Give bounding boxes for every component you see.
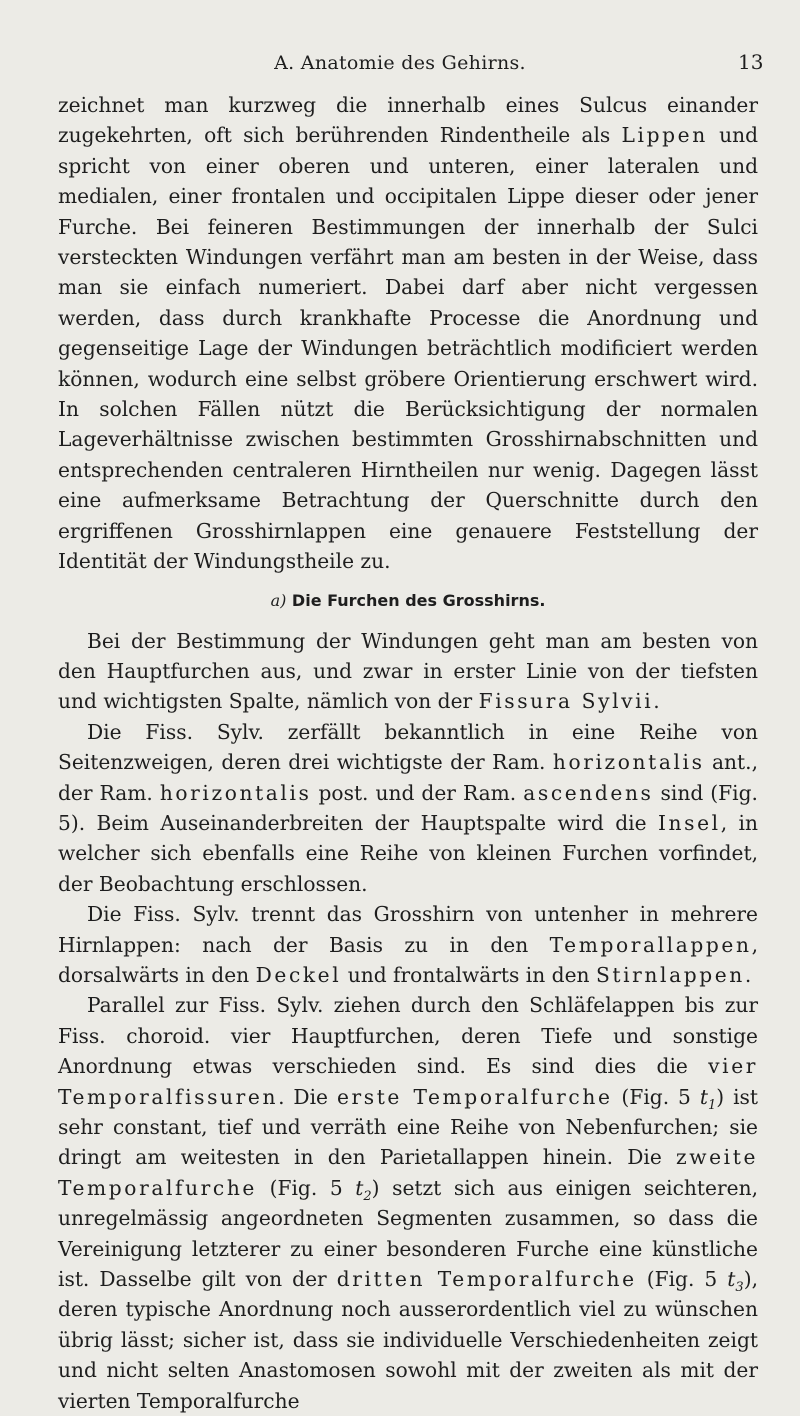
figure-ref-t1: $t_1$ bbox=[699, 1084, 717, 1113]
emphasis-term: Stirnlappen bbox=[595, 962, 745, 987]
page-number: 13 bbox=[738, 50, 764, 74]
body-text bbox=[58, 90, 758, 1416]
emphasis-term: Insel bbox=[657, 810, 721, 835]
emphasis-term: dritten Temporalfurche bbox=[336, 1267, 637, 1292]
section-title: Die Furchen des Grosshirns. bbox=[291, 590, 546, 610]
emphasis-term: erste Temporalfurche bbox=[336, 1084, 613, 1109]
figure-ref-t3: $t_3$ bbox=[727, 1267, 744, 1296]
figure-ref-t2: $t_2$ bbox=[355, 1175, 372, 1204]
paragraph-1: zeichnet man kurzweg die innerhalb eines Sulcus einander zugekehrten, oft sich berührenden Rindentheile als Lippen und spricht von einer oberen und unteren, einer lateralen und medialen, einer frontalen und occipitalen Lippe dieser oder jener Furche. Bei feineren Bestimmungen der innerhalb der Sulci versteckten Windungen verfährt man am besten in der Weise, dass man sie einfach numeriert. Dabei darf aber nicht vergessen werden, dass durch krankhafte Processe die Anordnung und gegenseitige Lage der Windungen beträchtlich modificiert werden können, wodurch eine selbst gröbere Orientierung erschwert wird. In solchen Fällen nützt die Berücksichtigung der normalen Lageverhältnisse zwischen bestimmten Grosshirnabschnitten und entsprechenden centraleren Hirntheilen nur wenig. Dagegen lässt eine aufmerksame Betrachtung der Querschnitte durch den ergriffenen Grosshirnlappen eine genauere Feststellung der Identität der Windungstheile zu. bbox=[58, 93, 758, 574]
paragraph-5: Parallel zur Fiss. Sylv. ziehen durch den Schläfelappen bis zur Fiss. choroid. vier Hauptfurchen, deren Tiefe und sonstige Anordnung etwas verschieden sind. Es sind dies die vier Temporalfissuren. Die erste Temporalfurche (Fig. 5 $t_1$) ist sehr constant, tief und verräth eine Reihe von Nebenfurchen; sie dringt am weitesten in den Parietallappen hinein. Die zweite Temporalfurche (Fig. 5 $t_2$) setzt sich aus einigen seichteren, unregelmässig angeordneten Segmenten zusammen, so dass die Vereinigung letzterer zu einer besonderen Furche eine künstliche ist. Dasselbe gilt von der dritten Temporalfurche (Fig. 5 $t_3$), deren typische Anordnung noch ausserordentlich viel zu wünschen übrig lässt; sicher ist, dass sie individuelle Verschiedenheiten zeigt und nicht selten Anastomosen sowohl mit der zweiten als mit der vierten Temporalfurche bbox=[58, 993, 758, 1413]
emphasis-term: horizontalis bbox=[159, 780, 312, 805]
emphasis-term: ascendens bbox=[523, 780, 654, 805]
emphasis-term: Deckel bbox=[255, 962, 342, 987]
paragraph-2: Bei der Bestimmung der Windungen geht man am besten von den Hauptfurchen aus, und zwar in erster Linie von der tiefsten und wichtigsten Spalte, nämlich von der Fissura Sylvii. bbox=[58, 628, 758, 714]
emphasis-term: horizontalis bbox=[552, 750, 705, 775]
emphasis-term: vier Temporalfissuren bbox=[58, 1054, 758, 1109]
paragraph-3: Die Fiss. Sylv. zerfällt bekanntlich in eine Reihe von Seitenzweigen, deren drei wichtigste der Ram. horizontalis ant., der Ram. horizontalis post. und der Ram. ascendens sind (Fig. 5). Beim Auseinanderbreiten der Hauptspalte wird die Insel, in welcher sich ebenfalls eine Reihe von kleinen Furchen vorfindet, der Beobachtung erschlossen. bbox=[58, 719, 758, 896]
section-label: a) bbox=[270, 590, 287, 610]
paragraph-4: Die Fiss. Sylv. trennt das Grosshirn von untenher in mehrere Hirnlappen: nach der Basis zu in den Temporallappen, dorsalwärts in den Deckel und frontalwärts in den Stirnlappen. bbox=[58, 902, 758, 987]
emphasis-term: Temporallappen bbox=[549, 932, 752, 957]
emphasis-term: zweite Temporalfurche bbox=[58, 1145, 758, 1200]
running-title: A. Anatomie des Gehirns. bbox=[274, 52, 526, 74]
section-heading bbox=[58, 590, 758, 612]
emphasis-term: Fissura Sylvii bbox=[478, 689, 654, 714]
emphasis-term: Lippen bbox=[621, 123, 708, 148]
